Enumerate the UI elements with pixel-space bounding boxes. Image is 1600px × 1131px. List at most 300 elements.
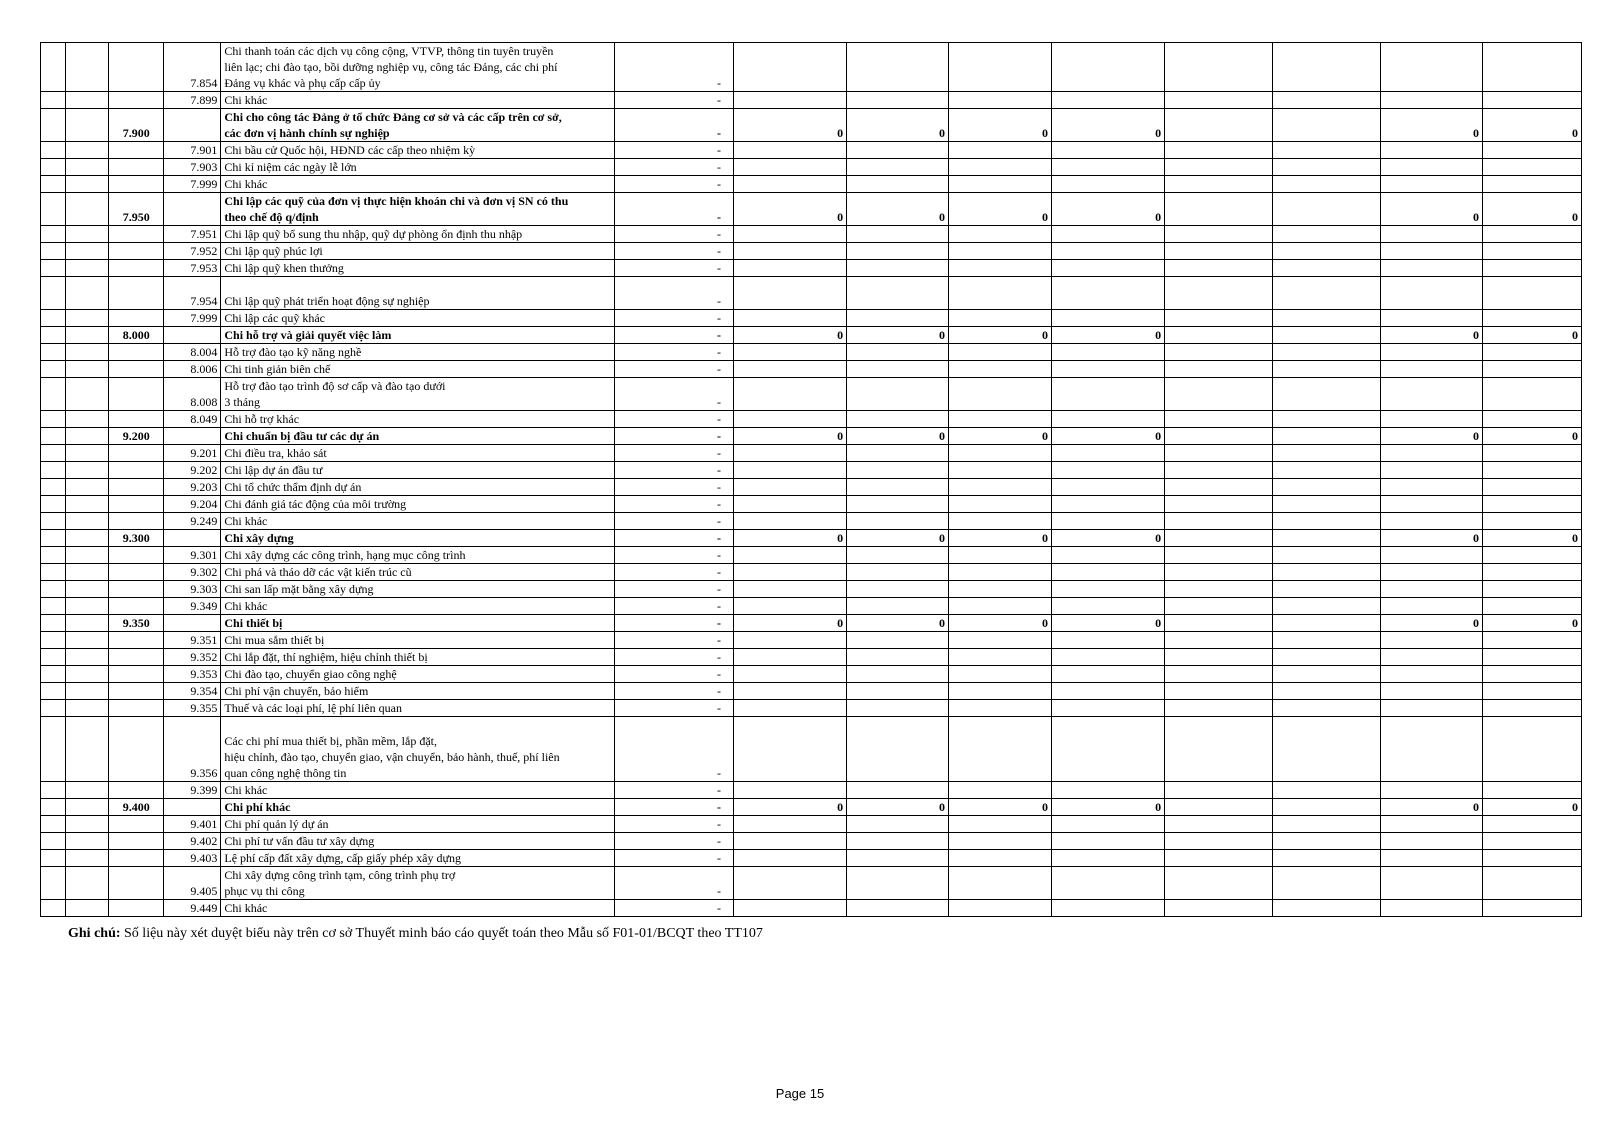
item-code-cell: 9.401: [164, 816, 221, 833]
group-code-cell: [109, 142, 164, 159]
table-row: [41, 666, 1582, 683]
value-cell: [733, 598, 846, 615]
value-cell: [1165, 649, 1273, 666]
value-cell: [1051, 479, 1164, 496]
value-cell: [1381, 43, 1483, 92]
value-cell: [1165, 683, 1273, 700]
blank-cell: [66, 310, 109, 327]
table-row: [41, 900, 1582, 917]
group-code-cell: [109, 513, 164, 530]
value-cell: [949, 462, 1052, 479]
value-cell: [949, 816, 1052, 833]
blank-cell: [66, 226, 109, 243]
value-cell: [1165, 496, 1273, 513]
value-cell: [1051, 310, 1164, 327]
value-cell: [949, 717, 1052, 782]
description-cell: Chi thiết bị: [221, 615, 614, 632]
value-cell: [1051, 159, 1164, 176]
item-code-cell: 9.403: [164, 850, 221, 867]
blank-cell: [41, 615, 66, 632]
value-cell: [733, 581, 846, 598]
description-cell: Chi bầu cử Quốc hội, HĐND các cấp theo nhiệm kỳ: [221, 142, 614, 159]
value-cell: [949, 142, 1052, 159]
footnote: [68, 926, 763, 942]
value-cell: 0: [949, 193, 1052, 226]
value-cell: [949, 43, 1052, 92]
value-cell: [847, 564, 949, 581]
value-cell: [949, 581, 1052, 598]
value-cell: [847, 683, 949, 700]
value-cell: [1273, 615, 1381, 632]
value-cell: [949, 243, 1052, 260]
value-cell: [1051, 92, 1164, 109]
blank-cell: [66, 598, 109, 615]
value-cell: [1051, 411, 1164, 428]
dash-cell: -: [614, 615, 733, 632]
value-cell: [1165, 816, 1273, 833]
value-cell: [1381, 564, 1483, 581]
group-code-cell: 7.900: [109, 109, 164, 142]
value-cell: [733, 700, 846, 717]
blank-cell: [41, 900, 66, 917]
group-code-cell: [109, 683, 164, 700]
value-cell: [733, 717, 846, 782]
blank-cell: [66, 513, 109, 530]
value-cell: [733, 547, 846, 564]
blank-cell: [66, 564, 109, 581]
value-cell: [1051, 564, 1164, 581]
value-cell: [1381, 176, 1483, 193]
value-cell: [1165, 226, 1273, 243]
value-cell: [1051, 649, 1164, 666]
value-cell: [847, 700, 949, 717]
description-cell: Các chi phí mua thiết bị, phần mềm, lắp đặt, hiệu chỉnh, đào tạo, chuyển giao, vận chuyển, bảo hành, thuế, phí liên quan công nghệ thông tin: [221, 717, 614, 782]
item-code-cell: 9.201: [164, 445, 221, 462]
item-code-cell: 9.302: [164, 564, 221, 581]
value-cell: [847, 142, 949, 159]
value-cell: [949, 92, 1052, 109]
value-cell: [733, 513, 846, 530]
value-cell: [1165, 833, 1273, 850]
value-cell: [733, 867, 846, 900]
description-cell: Chi lập các quỹ của đơn vị thực hiện khoán chi và đơn vị SN có thu theo chế độ q/định: [221, 193, 614, 226]
table-row: [41, 277, 1582, 310]
blank-cell: [66, 411, 109, 428]
table-row: [41, 700, 1582, 717]
group-code-cell: [109, 649, 164, 666]
value-cell: [1273, 649, 1381, 666]
value-cell: 0: [1483, 327, 1582, 344]
value-cell: [1051, 243, 1164, 260]
group-code-cell: [109, 479, 164, 496]
blank-cell: [66, 900, 109, 917]
table-row: [41, 513, 1582, 530]
value-cell: [1273, 462, 1381, 479]
value-cell: [1165, 799, 1273, 816]
value-cell: [1381, 513, 1483, 530]
value-cell: [1381, 496, 1483, 513]
value-cell: [1273, 564, 1381, 581]
value-cell: [1483, 513, 1582, 530]
item-code-cell: 9.301: [164, 547, 221, 564]
value-cell: 0: [1381, 193, 1483, 226]
value-cell: [949, 378, 1052, 411]
dash-cell: -: [614, 142, 733, 159]
item-code-cell: 7.854: [164, 43, 221, 92]
group-code-cell: [109, 833, 164, 850]
description-cell: Hỗ trợ đào tạo kỹ năng nghề: [221, 344, 614, 361]
table-row: [41, 496, 1582, 513]
value-cell: [1051, 176, 1164, 193]
value-cell: [1051, 683, 1164, 700]
value-cell: [733, 378, 846, 411]
blank-cell: [66, 428, 109, 445]
table-row: [41, 445, 1582, 462]
group-code-cell: [109, 243, 164, 260]
value-cell: [1273, 142, 1381, 159]
value-cell: [1381, 649, 1483, 666]
value-cell: [1273, 700, 1381, 717]
value-cell: [847, 833, 949, 850]
blank-cell: [41, 411, 66, 428]
blank-cell: [66, 799, 109, 816]
value-cell: [1483, 850, 1582, 867]
value-cell: [1273, 428, 1381, 445]
value-cell: [1165, 479, 1273, 496]
value-cell: [733, 159, 846, 176]
value-cell: [1381, 833, 1483, 850]
dash-cell: -: [614, 833, 733, 850]
item-code-cell: 9.449: [164, 900, 221, 917]
value-cell: [1483, 310, 1582, 327]
value-cell: [1483, 43, 1582, 92]
value-cell: [1381, 226, 1483, 243]
value-cell: [1483, 683, 1582, 700]
value-cell: [1165, 159, 1273, 176]
dash-cell: -: [614, 547, 733, 564]
item-code-cell: 9.303: [164, 581, 221, 598]
item-code-cell: 8.049: [164, 411, 221, 428]
description-cell: Chi lập dự án đầu tư: [221, 462, 614, 479]
description-cell: Chi lập quỹ phúc lợi: [221, 243, 614, 260]
value-cell: [733, 683, 846, 700]
value-cell: [1165, 867, 1273, 900]
value-cell: [1165, 378, 1273, 411]
blank-cell: [41, 310, 66, 327]
description-cell: Chi lắp đặt, thí nghiệm, hiệu chỉnh thiết bị: [221, 649, 614, 666]
value-cell: [1051, 361, 1164, 378]
blank-cell: [41, 378, 66, 411]
value-cell: [1051, 666, 1164, 683]
value-cell: [949, 496, 1052, 513]
group-code-cell: [109, 581, 164, 598]
value-cell: [1165, 243, 1273, 260]
value-cell: [1483, 581, 1582, 598]
description-cell: Chi khác: [221, 782, 614, 799]
value-cell: [1483, 496, 1582, 513]
description-cell: Chi khác: [221, 176, 614, 193]
table-row: [41, 530, 1582, 547]
blank-cell: [41, 799, 66, 816]
value-cell: [847, 581, 949, 598]
value-cell: 0: [847, 428, 949, 445]
value-cell: [1273, 816, 1381, 833]
table-row: [41, 598, 1582, 615]
dash-cell: -: [614, 598, 733, 615]
item-code-cell: 9.399: [164, 782, 221, 799]
value-cell: 0: [733, 193, 846, 226]
blank-cell: [66, 547, 109, 564]
value-cell: [1165, 361, 1273, 378]
description-cell: Lệ phí cấp đất xây dựng, cấp giấy phép xây dựng: [221, 850, 614, 867]
value-cell: [847, 378, 949, 411]
footnote-label: Ghi chú:: [68, 926, 121, 941]
value-cell: [1273, 479, 1381, 496]
value-cell: [949, 513, 1052, 530]
description-cell: Chi khác: [221, 900, 614, 917]
value-cell: [1483, 700, 1582, 717]
value-cell: [1381, 700, 1483, 717]
value-cell: [1165, 564, 1273, 581]
table-row: [41, 193, 1582, 226]
table-row: [41, 717, 1582, 782]
value-cell: 0: [949, 799, 1052, 816]
value-cell: [1165, 176, 1273, 193]
value-cell: 0: [1381, 428, 1483, 445]
group-code-cell: [109, 598, 164, 615]
description-cell: Chi phí tư vấn đầu tư xây dựng: [221, 833, 614, 850]
value-cell: [1483, 92, 1582, 109]
dash-cell: -: [614, 378, 733, 411]
item-code-cell: 8.004: [164, 344, 221, 361]
group-code-cell: 9.400: [109, 799, 164, 816]
value-cell: 0: [847, 327, 949, 344]
value-cell: [1483, 598, 1582, 615]
value-cell: 0: [1051, 327, 1164, 344]
value-cell: 0: [1051, 428, 1164, 445]
value-cell: [1381, 159, 1483, 176]
description-cell: Chi đào tạo, chuyển giao công nghệ: [221, 666, 614, 683]
blank-cell: [66, 92, 109, 109]
value-cell: [1051, 547, 1164, 564]
dash-cell: -: [614, 411, 733, 428]
value-cell: [949, 649, 1052, 666]
value-cell: [949, 666, 1052, 683]
dash-cell: -: [614, 92, 733, 109]
group-code-cell: [109, 850, 164, 867]
value-cell: 0: [949, 530, 1052, 547]
table-row: [41, 683, 1582, 700]
table-row: [41, 581, 1582, 598]
value-cell: 0: [733, 327, 846, 344]
blank-cell: [41, 867, 66, 900]
table-row: [41, 462, 1582, 479]
value-cell: 0: [1483, 615, 1582, 632]
value-cell: [1051, 277, 1164, 310]
blank-cell: [66, 344, 109, 361]
value-cell: [1381, 277, 1483, 310]
blank-cell: [66, 816, 109, 833]
value-cell: [1483, 462, 1582, 479]
value-cell: [847, 649, 949, 666]
value-cell: [847, 445, 949, 462]
blank-cell: [66, 159, 109, 176]
value-cell: [1165, 581, 1273, 598]
blank-cell: [41, 109, 66, 142]
blank-cell: [41, 193, 66, 226]
value-cell: [1273, 43, 1381, 92]
value-cell: [1165, 109, 1273, 142]
value-cell: [847, 598, 949, 615]
blank-cell: [41, 816, 66, 833]
value-cell: [1165, 92, 1273, 109]
blank-cell: [66, 833, 109, 850]
blank-cell: [66, 193, 109, 226]
value-cell: [1273, 411, 1381, 428]
description-cell: Chi chuẩn bị đầu tư các dự án: [221, 428, 614, 445]
value-cell: [847, 176, 949, 193]
value-cell: [1273, 277, 1381, 310]
value-cell: [1165, 310, 1273, 327]
item-code-cell: [164, 109, 221, 142]
dash-cell: -: [614, 361, 733, 378]
blank-cell: [41, 428, 66, 445]
value-cell: [1381, 666, 1483, 683]
blank-cell: [66, 649, 109, 666]
value-cell: [1381, 816, 1483, 833]
value-cell: 0: [1483, 428, 1582, 445]
item-code-cell: 7.899: [164, 92, 221, 109]
blank-cell: [41, 833, 66, 850]
value-cell: [949, 445, 1052, 462]
blank-cell: [66, 700, 109, 717]
value-cell: [1273, 260, 1381, 277]
description-cell: Chi xây dựng công trình tạm, công trình phụ trợ phục vụ thi công: [221, 867, 614, 900]
table-row: [41, 109, 1582, 142]
value-cell: 0: [733, 799, 846, 816]
blank-cell: [66, 361, 109, 378]
item-code-cell: [164, 193, 221, 226]
value-cell: [847, 547, 949, 564]
dash-cell: -: [614, 260, 733, 277]
value-cell: [949, 277, 1052, 310]
table-row: [41, 632, 1582, 649]
value-cell: [733, 445, 846, 462]
value-cell: 0: [733, 109, 846, 142]
value-cell: [949, 833, 1052, 850]
value-cell: [847, 260, 949, 277]
value-cell: [847, 43, 949, 92]
value-cell: [733, 479, 846, 496]
item-code-cell: [164, 615, 221, 632]
dash-cell: -: [614, 159, 733, 176]
value-cell: [733, 411, 846, 428]
description-cell: Chi điều tra, khảo sát: [221, 445, 614, 462]
value-cell: [1273, 717, 1381, 782]
value-cell: [1483, 782, 1582, 799]
dash-cell: -: [614, 816, 733, 833]
value-cell: [1165, 782, 1273, 799]
description-cell: Chi mua sắm thiết bị: [221, 632, 614, 649]
value-cell: [1381, 850, 1483, 867]
value-cell: [1273, 445, 1381, 462]
value-cell: [1051, 717, 1164, 782]
table-row: [41, 564, 1582, 581]
blank-cell: [41, 700, 66, 717]
value-cell: [1273, 193, 1381, 226]
table-row: [41, 142, 1582, 159]
value-cell: [949, 176, 1052, 193]
value-cell: [1483, 159, 1582, 176]
blank-cell: [41, 361, 66, 378]
dash-cell: -: [614, 462, 733, 479]
value-cell: [847, 310, 949, 327]
table-row: [41, 816, 1582, 833]
dash-cell: -: [614, 782, 733, 799]
value-cell: 0: [1483, 530, 1582, 547]
description-cell: Chi đánh giá tác động của môi trường: [221, 496, 614, 513]
value-cell: [1051, 344, 1164, 361]
value-cell: [847, 361, 949, 378]
value-cell: [1165, 344, 1273, 361]
table-row: [41, 92, 1582, 109]
item-code-cell: [164, 428, 221, 445]
group-code-cell: [109, 782, 164, 799]
description-cell: Chi hỗ trợ và giải quyết việc làm: [221, 327, 614, 344]
value-cell: [1483, 479, 1582, 496]
blank-cell: [41, 598, 66, 615]
blank-cell: [66, 109, 109, 142]
budget-table: [40, 42, 1582, 917]
value-cell: [733, 361, 846, 378]
item-code-cell: 9.204: [164, 496, 221, 513]
value-cell: [949, 226, 1052, 243]
item-code-cell: 7.953: [164, 260, 221, 277]
blank-cell: [66, 445, 109, 462]
dash-cell: -: [614, 445, 733, 462]
value-cell: [1483, 816, 1582, 833]
item-code-cell: 7.951: [164, 226, 221, 243]
value-cell: [733, 310, 846, 327]
value-cell: 0: [949, 615, 1052, 632]
table-row: [41, 833, 1582, 850]
value-cell: [949, 632, 1052, 649]
description-cell: Chi khác: [221, 92, 614, 109]
value-cell: [1483, 900, 1582, 917]
value-cell: 0: [1483, 799, 1582, 816]
value-cell: 0: [1051, 615, 1164, 632]
item-code-cell: [164, 327, 221, 344]
value-cell: [1165, 547, 1273, 564]
value-cell: [1483, 445, 1582, 462]
table-row: [41, 159, 1582, 176]
group-code-cell: [109, 445, 164, 462]
value-cell: [949, 867, 1052, 900]
value-cell: [1381, 900, 1483, 917]
value-cell: [1165, 142, 1273, 159]
value-cell: [847, 850, 949, 867]
dash-cell: -: [614, 666, 733, 683]
value-cell: [949, 782, 1052, 799]
group-code-cell: [109, 310, 164, 327]
item-code-cell: 9.349: [164, 598, 221, 615]
table-row: [41, 649, 1582, 666]
value-cell: 0: [1483, 193, 1582, 226]
value-cell: [1381, 479, 1483, 496]
value-cell: [949, 361, 1052, 378]
value-cell: [1381, 547, 1483, 564]
item-code-cell: 8.006: [164, 361, 221, 378]
